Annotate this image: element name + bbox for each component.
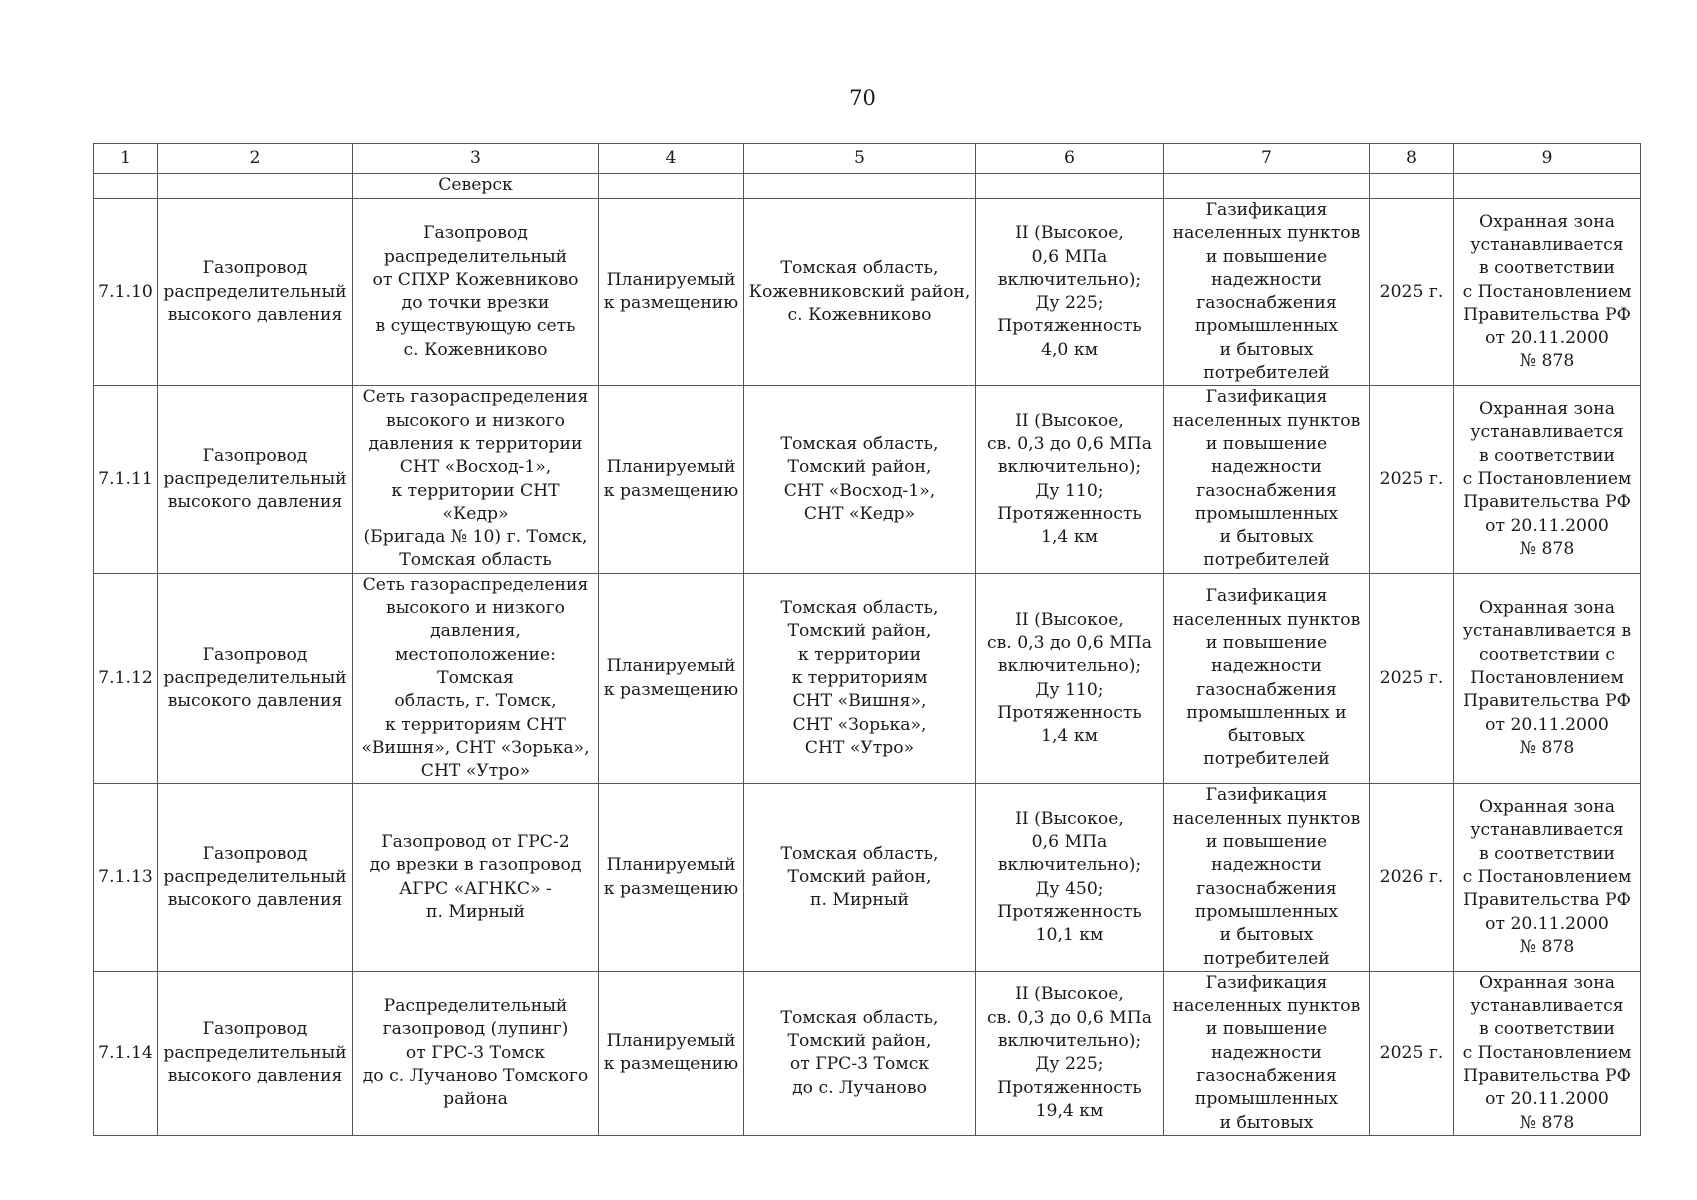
column-number: 2 (158, 144, 353, 174)
purpose-cell-text: Газификация населенных пунктов и повышение надежности газоснабжения промышленных и бытовых потребителей (1172, 200, 1361, 384)
item-number-cell (94, 971, 158, 1135)
table-row (94, 199, 1641, 386)
purpose-cell-text: Газификация населенных пунктов и повышение надежности газоснабжения промышленных и бытовых (1172, 972, 1361, 1133)
characteristics-cell (976, 386, 1164, 573)
table-row (94, 573, 1641, 784)
item-number-cell (94, 199, 158, 386)
column-number: 5 (744, 144, 976, 174)
status-cell (599, 573, 744, 784)
location-cell-text: Томская область, Томский район, СНТ «Восход-1», СНТ «Кедр» (780, 433, 939, 524)
protection-zone-cell-text: Охранная зона устанавливается в соответствии с Постановлением Правительства РФ от 20.11.2000 № 878 (1462, 211, 1632, 372)
location-cell (744, 573, 976, 784)
object-name-cell (353, 386, 599, 573)
item-number-cell-text: 7.1.11 (98, 468, 153, 489)
object-name-cell-text: Газопровод от ГРС-2 до врезки в газопровод АГРС «АГНКС» - п. Мирный (369, 832, 582, 922)
object-type-cell (158, 199, 353, 386)
location-cell (744, 784, 976, 971)
object-name-cell (353, 199, 599, 386)
object-type-cell (158, 784, 353, 971)
location-cell-text: Томская область, Томский район, от ГРС-3 Томск до с. Лучаново (780, 1007, 939, 1098)
location-cell (744, 386, 976, 573)
table-row (94, 971, 1641, 1135)
purpose-cell (1164, 573, 1370, 784)
column-number: 1 (94, 144, 158, 174)
item-number-cell-text: 7.1.12 (98, 667, 153, 688)
purpose-cell (1164, 971, 1370, 1135)
column-number: 7 (1164, 144, 1370, 174)
item-number-cell (94, 386, 158, 573)
purpose-cell (1164, 784, 1370, 971)
year-cell (1370, 386, 1454, 573)
location-cell (744, 971, 976, 1135)
empty-cell (1370, 174, 1454, 199)
year-cell (1370, 971, 1454, 1135)
item-number-cell (94, 784, 158, 971)
year-cell (1370, 784, 1454, 971)
empty-cell (744, 174, 976, 199)
location-cell-text: Томская область, Кожевниковский район, с. Кожевниково (748, 258, 971, 325)
object-type-cell-text: Газопровод распределительный высокого давления (163, 644, 347, 712)
protection-zone-cell (1454, 784, 1641, 971)
object-type-cell (158, 971, 353, 1135)
protection-zone-cell-text: Охранная зона устанавливается в соответствии с Постановлением Правительства РФ от 20.11.2000 № 878 (1462, 598, 1632, 758)
column-number: 8 (1370, 144, 1454, 174)
item-number-cell-text: 7.1.14 (98, 1042, 153, 1063)
object-name-cell-text: Распределительный газопровод (лупинг) от ГРС-3 Томск до с. Лучаново Томского района (362, 996, 589, 1110)
status-cell (599, 386, 744, 573)
page-number: 70 (849, 86, 876, 110)
item-number-cell-text: 7.1.13 (98, 866, 153, 887)
protection-zone-cell-text: Охранная зона устанавливается в соответствии с Постановлением Правительства РФ от 20.11.2000 № 878 (1462, 797, 1632, 957)
empty-cell (94, 174, 158, 199)
object-name-cell (353, 573, 599, 784)
characteristics-cell-text: II (Высокое, св. 0,3 до 0,6 МПа включительно); Ду 225; Протяженность 19,4 км (986, 984, 1153, 1121)
year-cell-text: 2025 г. (1379, 468, 1444, 489)
status-cell (599, 784, 744, 971)
location-cell (744, 199, 976, 386)
characteristics-cell-text: II (Высокое, 0,6 МПа включительно); Ду 450; Протяженность 10,1 км (997, 808, 1142, 946)
purpose-cell-text: Газификация населенных пунктов и повышение надежности газоснабжения промышленных и бытовых потребителей (1172, 586, 1361, 770)
protection-zone-cell (1454, 971, 1641, 1135)
status-cell-text: Планируемый к размещению (603, 269, 739, 314)
object-type-cell-text: Газопровод распределительный высокого давления (163, 445, 347, 513)
protection-zone-cell (1454, 199, 1641, 386)
object-type-cell-text: Газопровод распределительный высокого давления (163, 1019, 347, 1086)
object-name-cell-text: Сеть газораспределения высокого и низкого давления к территории СНТ «Восход-1», к территории СНТ «Кедр» (Бригада № 10) г. Томск, Томская область (362, 387, 589, 571)
column-number: 3 (353, 144, 599, 174)
object-name-cell-text: Сеть газораспределения высокого и низкого давления, местоположение: Томская область, г. Томск, к территориям СНТ «Вишня», СНТ «Зорька», СНТ «Утро» (361, 574, 590, 782)
status-cell (599, 971, 744, 1135)
object-type-cell-text: Газопровод распределительный высокого давления (163, 258, 347, 325)
item-number-cell-text: 7.1.10 (98, 281, 153, 302)
protection-zone-cell-text: Охранная зона устанавливается в соответствии с Постановлением Правительства РФ от 20.11.2000 № 878 (1462, 972, 1632, 1133)
location-cell-text: Томская область, Томский район, к территории к территориям СНТ «Вишня», СНТ «Зорька», СНТ «Утро» (780, 598, 939, 758)
empty-cell (599, 174, 744, 199)
protection-zone-cell-text: Охранная зона устанавливается в соответствии с Постановлением Правительства РФ от 20.11.2000 № 878 (1462, 399, 1632, 559)
characteristics-cell-text: II (Высокое, св. 0,3 до 0,6 МПа включительно); Ду 110; Протяженность 1,4 км (986, 609, 1153, 747)
object-name-cell-text: Газопровод распределительный от СПХР Кожевниково до точки врезки в существующую сеть с. Кожевниково (372, 223, 579, 360)
year-cell (1370, 573, 1454, 784)
object-type-cell (158, 573, 353, 784)
table-row (94, 386, 1641, 573)
location-cell-text: Томская область, Томский район, п. Мирный (780, 843, 939, 911)
year-cell-text: 2025 г. (1379, 281, 1444, 302)
table-row (94, 784, 1641, 971)
object-name-cell (353, 971, 599, 1135)
characteristics-cell-text: II (Высокое, св. 0,3 до 0,6 МПа включительно); Ду 110; Протяженность 1,4 км (986, 410, 1153, 548)
year-cell-text: 2025 г. (1379, 1042, 1444, 1063)
object-type-cell-text: Газопровод распределительный высокого давления (163, 843, 347, 911)
protection-zone-cell (1454, 386, 1641, 573)
protection-zone-cell (1454, 573, 1641, 784)
status-cell-text: Планируемый к размещению (603, 457, 739, 501)
characteristics-cell (976, 573, 1164, 784)
object-name-cell (353, 784, 599, 971)
purpose-cell (1164, 386, 1370, 573)
purpose-cell (1164, 199, 1370, 386)
status-cell-text: Планируемый к размещению (603, 656, 739, 700)
column-number: 4 (599, 144, 744, 174)
purpose-cell-text: Газификация населенных пунктов и повышение надежности газоснабжения промышленных и бытовых потребителей (1172, 785, 1361, 969)
year-cell (1370, 199, 1454, 386)
empty-cell (1164, 174, 1370, 199)
empty-cell (976, 174, 1164, 199)
characteristics-cell (976, 199, 1164, 386)
object-type-cell (158, 386, 353, 573)
table-body (94, 199, 1641, 1136)
column-number: 6 (976, 144, 1164, 174)
characteristics-cell (976, 784, 1164, 971)
status-cell-text: Планируемый к размещению (603, 1031, 739, 1075)
year-cell-text: 2025 г. (1379, 667, 1444, 688)
status-cell-text: Планируемый к размещению (603, 855, 739, 899)
year-cell-text: 2026 г. (1379, 866, 1444, 887)
gas-pipeline-table (93, 143, 1641, 1136)
status-cell (599, 199, 744, 386)
column-number-row (94, 144, 1641, 174)
characteristics-cell (976, 971, 1164, 1135)
purpose-cell-text: Газификация населенных пунктов и повышение надежности газоснабжения промышленных и бытовых потребителей (1172, 387, 1361, 571)
item-number-cell (94, 573, 158, 784)
section-row (94, 174, 1641, 199)
characteristics-cell-text: II (Высокое, 0,6 МПа включительно); Ду 225; Протяженность 4,0 км (997, 223, 1142, 360)
column-number: 9 (1454, 144, 1641, 174)
section-city-name: Северск (353, 174, 599, 199)
empty-cell (158, 174, 353, 199)
empty-cell (1454, 174, 1641, 199)
